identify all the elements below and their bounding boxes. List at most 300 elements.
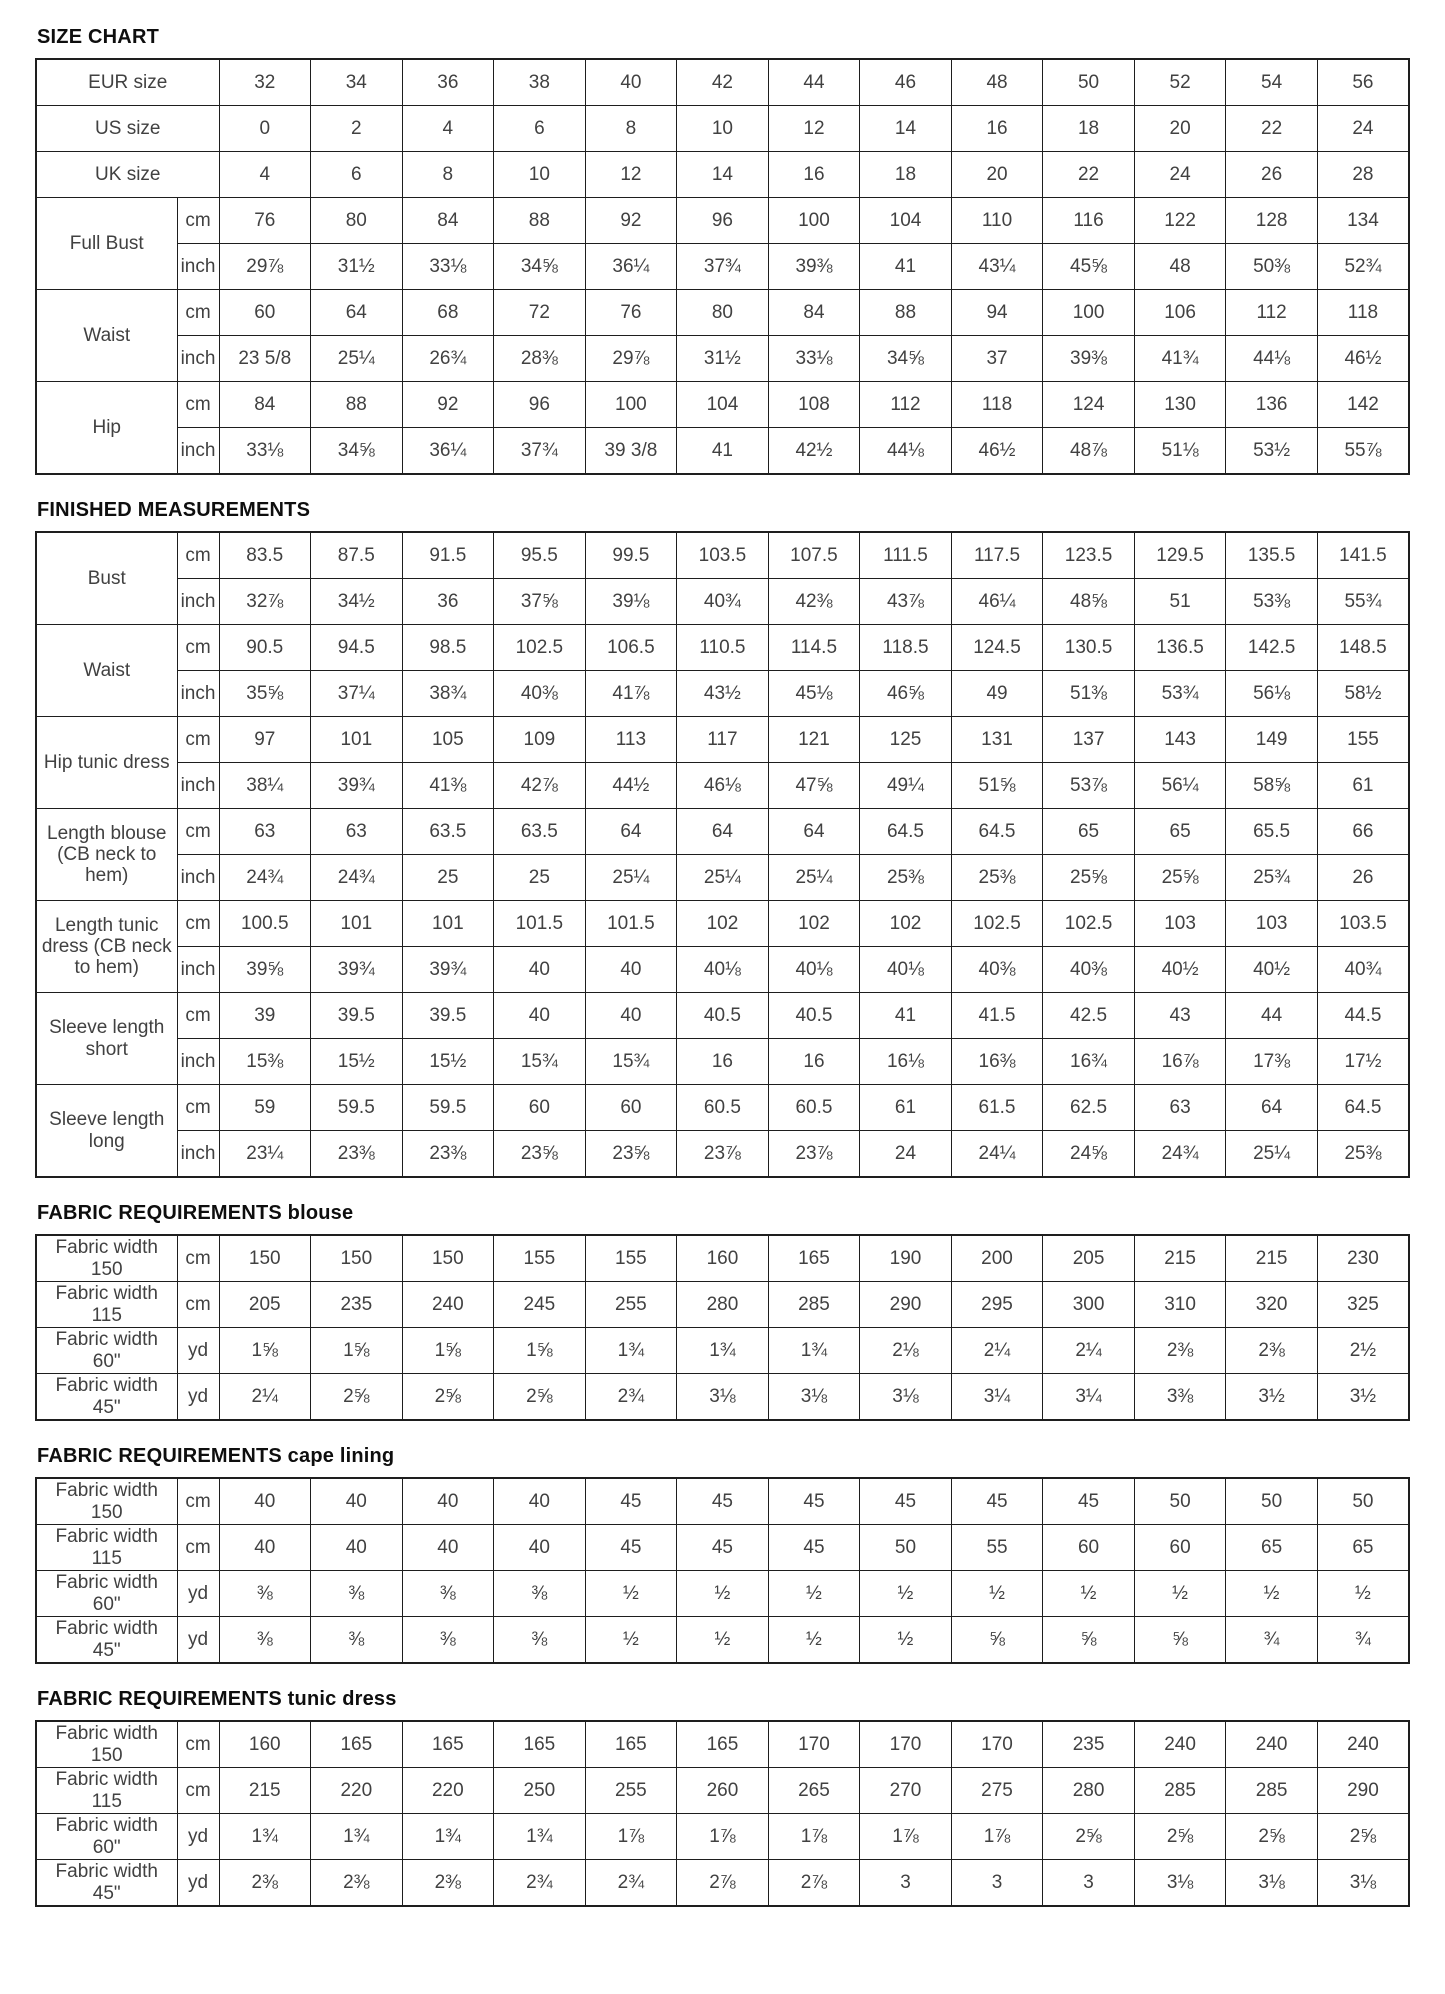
value-cell: 135.5 <box>1226 532 1318 579</box>
value-cell: 88 <box>860 290 952 336</box>
value-cell: 280 <box>1043 1768 1135 1814</box>
unit-cell: cm <box>177 1282 219 1328</box>
value-cell: 148.5 <box>1317 625 1409 671</box>
value-cell: 51⅜ <box>1043 671 1135 717</box>
value-cell: 2⅝ <box>402 1374 494 1421</box>
value-cell: 121 <box>768 717 860 763</box>
value-cell: 240 <box>1317 1721 1409 1768</box>
value-cell: 40 <box>494 1478 586 1525</box>
value-cell: 129.5 <box>1134 532 1226 579</box>
value-cell: 45 <box>677 1478 769 1525</box>
unit-cell: inch <box>177 671 219 717</box>
value-cell: 63 <box>219 809 311 855</box>
value-cell: 39.5 <box>311 993 403 1039</box>
value-cell: 160 <box>219 1721 311 1768</box>
value-cell: 2⅜ <box>1226 1328 1318 1374</box>
value-cell: 45 <box>585 1478 677 1525</box>
value-cell: 15⅜ <box>219 1039 311 1085</box>
value-cell: 23⅜ <box>402 1131 494 1178</box>
value-cell: 220 <box>402 1768 494 1814</box>
value-cell: 100 <box>1043 290 1135 336</box>
value-cell: 3 <box>1043 1860 1135 1907</box>
value-cell: 250 <box>494 1768 586 1814</box>
value-cell: 1¾ <box>768 1328 860 1374</box>
value-cell: 18 <box>860 152 952 198</box>
value-cell: 285 <box>1226 1768 1318 1814</box>
value-cell: 37¾ <box>494 428 586 475</box>
value-cell: ½ <box>677 1571 769 1617</box>
row-label-cell: Fabric width 60" <box>36 1814 177 1860</box>
unit-cell: cm <box>177 290 219 336</box>
value-cell: 1⅞ <box>860 1814 952 1860</box>
table-row <box>36 1478 1409 1525</box>
value-cell: 170 <box>768 1721 860 1768</box>
value-cell: 1⅞ <box>585 1814 677 1860</box>
value-cell: 106.5 <box>585 625 677 671</box>
value-cell: 215 <box>1134 1235 1226 1282</box>
value-cell: 88 <box>311 382 403 428</box>
value-cell: 2⅝ <box>1043 1814 1135 1860</box>
value-cell: 23⅜ <box>311 1131 403 1178</box>
value-cell: 42⅜ <box>768 579 860 625</box>
value-cell: 255 <box>585 1768 677 1814</box>
unit-cell: inch <box>177 1131 219 1178</box>
table-row <box>36 1282 1409 1328</box>
fabric-tunic-dress-heading: FABRIC REQUIREMENTS tunic dress <box>37 1688 397 1710</box>
value-cell: 43¼ <box>951 244 1043 290</box>
value-cell: 26 <box>1226 152 1318 198</box>
value-cell: 16⅛ <box>860 1039 952 1085</box>
value-cell: 103.5 <box>1317 901 1409 947</box>
unit-cell: cm <box>177 717 219 763</box>
value-cell: 3⅛ <box>1226 1860 1318 1907</box>
value-cell: 3½ <box>1317 1374 1409 1421</box>
value-cell: 107.5 <box>768 532 860 579</box>
value-cell: 16 <box>677 1039 769 1085</box>
value-cell: 37 <box>951 336 1043 382</box>
fabric-tunic-dress-table <box>35 1720 1410 1907</box>
value-cell: 102.5 <box>1043 901 1135 947</box>
value-cell: 130 <box>1134 382 1226 428</box>
value-cell: 2⅜ <box>1134 1328 1226 1374</box>
size-chart-tbody <box>36 59 1409 474</box>
value-cell: 37⅝ <box>494 579 586 625</box>
value-cell: 25¼ <box>677 855 769 901</box>
value-cell: 24 <box>1134 152 1226 198</box>
table-row <box>36 428 1409 475</box>
value-cell: 3 <box>951 1860 1043 1907</box>
row-label-cell: Sleeve length short <box>36 993 177 1085</box>
value-cell: 36¼ <box>402 428 494 475</box>
value-cell: 290 <box>860 1282 952 1328</box>
fabric-cape-lining-table <box>35 1477 1410 1664</box>
value-cell: 25⅜ <box>1317 1131 1409 1178</box>
finished-measurements-tbody <box>36 532 1409 1177</box>
value-cell: 52 <box>1134 59 1226 106</box>
table-row <box>36 198 1409 244</box>
value-cell: 53¾ <box>1134 671 1226 717</box>
value-cell: 40 <box>585 993 677 1039</box>
value-cell: 255 <box>585 1282 677 1328</box>
value-cell: 32⅞ <box>219 579 311 625</box>
value-cell: 25⅝ <box>1043 855 1135 901</box>
value-cell: 61 <box>1317 763 1409 809</box>
value-cell: 235 <box>311 1282 403 1328</box>
value-cell: 240 <box>402 1282 494 1328</box>
table-row <box>36 993 1409 1039</box>
value-cell: 40 <box>494 947 586 993</box>
value-cell: 45 <box>768 1478 860 1525</box>
table-row <box>36 809 1409 855</box>
unit-cell: yd <box>177 1571 219 1617</box>
value-cell: 16⅞ <box>1134 1039 1226 1085</box>
value-cell: 40⅛ <box>768 947 860 993</box>
value-cell: 42 <box>677 59 769 106</box>
value-cell: 285 <box>1134 1768 1226 1814</box>
value-cell: 105 <box>402 717 494 763</box>
value-cell: 40 <box>311 1525 403 1571</box>
value-cell: 141.5 <box>1317 532 1409 579</box>
value-cell: 1¾ <box>219 1814 311 1860</box>
value-cell: 142 <box>1317 382 1409 428</box>
value-cell: 2½ <box>1317 1328 1409 1374</box>
value-cell: 41¾ <box>1134 336 1226 382</box>
value-cell: 150 <box>402 1235 494 1282</box>
value-cell: 23 5/8 <box>219 336 311 382</box>
value-cell: 275 <box>951 1768 1043 1814</box>
unit-cell: inch <box>177 1039 219 1085</box>
value-cell: 35⅝ <box>219 671 311 717</box>
value-cell: 44⅛ <box>1226 336 1318 382</box>
value-cell: 59.5 <box>402 1085 494 1131</box>
value-cell: 40 <box>585 59 677 106</box>
value-cell: 165 <box>585 1721 677 1768</box>
value-cell: ¾ <box>1226 1617 1318 1664</box>
value-cell: 108 <box>768 382 860 428</box>
value-cell: 40⅜ <box>1043 947 1135 993</box>
value-cell: 38¾ <box>402 671 494 717</box>
value-cell: ⅝ <box>1043 1617 1135 1664</box>
row-label-cell: Fabric width 115 <box>36 1282 177 1328</box>
value-cell: 60 <box>1043 1525 1135 1571</box>
value-cell: 50 <box>1317 1478 1409 1525</box>
value-cell: ½ <box>677 1617 769 1664</box>
value-cell: 40¾ <box>1317 947 1409 993</box>
value-cell: 41⅞ <box>585 671 677 717</box>
value-cell: 28 <box>1317 152 1409 198</box>
value-cell: 66 <box>1317 809 1409 855</box>
value-cell: 15¾ <box>585 1039 677 1085</box>
table-row <box>36 290 1409 336</box>
value-cell: 118.5 <box>860 625 952 671</box>
value-cell: 3⅛ <box>860 1374 952 1421</box>
value-cell: 64 <box>585 809 677 855</box>
row-label-cell: Hip tunic dress <box>36 717 177 809</box>
value-cell: 22 <box>1043 152 1135 198</box>
value-cell: 150 <box>219 1235 311 1282</box>
value-cell: 24 <box>1317 106 1409 152</box>
value-cell: 190 <box>860 1235 952 1282</box>
value-cell: 270 <box>860 1768 952 1814</box>
value-cell: 65 <box>1317 1525 1409 1571</box>
value-cell: 20 <box>1134 106 1226 152</box>
value-cell: 128 <box>1226 198 1318 244</box>
value-cell: ½ <box>1134 1571 1226 1617</box>
value-cell: 23⅞ <box>768 1131 860 1178</box>
unit-cell: cm <box>177 625 219 671</box>
value-cell: 170 <box>951 1721 1043 1768</box>
row-label-cell: Fabric width 150 <box>36 1478 177 1525</box>
unit-cell: cm <box>177 532 219 579</box>
unit-cell: yd <box>177 1374 219 1421</box>
table-row <box>36 1328 1409 1374</box>
value-cell: ½ <box>1226 1571 1318 1617</box>
value-cell: 137 <box>1043 717 1135 763</box>
unit-cell: inch <box>177 855 219 901</box>
value-cell: 103.5 <box>677 532 769 579</box>
table-row <box>36 1768 1409 1814</box>
value-cell: 118 <box>1317 290 1409 336</box>
fabric-blouse-table <box>35 1234 1410 1421</box>
value-cell: 155 <box>494 1235 586 1282</box>
value-cell: 143 <box>1134 717 1226 763</box>
value-cell: 2⅝ <box>311 1374 403 1421</box>
value-cell: 16 <box>768 1039 860 1085</box>
value-cell: 10 <box>677 106 769 152</box>
value-cell: 1⅝ <box>311 1328 403 1374</box>
value-cell: 44 <box>768 59 860 106</box>
value-cell: 15½ <box>311 1039 403 1085</box>
value-cell: 41 <box>677 428 769 475</box>
value-cell: 136 <box>1226 382 1318 428</box>
table-row <box>36 947 1409 993</box>
value-cell: 2⅝ <box>1317 1814 1409 1860</box>
value-cell: 25¾ <box>1226 855 1318 901</box>
value-cell: 320 <box>1226 1282 1318 1328</box>
fabric-cape-lining-tbody <box>36 1478 1409 1663</box>
value-cell: 16 <box>768 152 860 198</box>
value-cell: 118 <box>951 382 1043 428</box>
value-cell: 45 <box>677 1525 769 1571</box>
value-cell: 72 <box>494 290 586 336</box>
unit-cell: yd <box>177 1328 219 1374</box>
value-cell: 46¼ <box>951 579 1043 625</box>
value-cell: 40 <box>494 993 586 1039</box>
value-cell: 41 <box>860 993 952 1039</box>
value-cell: 25⅜ <box>951 855 1043 901</box>
value-cell: 54 <box>1226 59 1318 106</box>
value-cell: 12 <box>585 152 677 198</box>
value-cell: 1⅞ <box>951 1814 1043 1860</box>
value-cell: 50 <box>860 1525 952 1571</box>
value-cell: 46½ <box>951 428 1043 475</box>
value-cell: 24¾ <box>1134 1131 1226 1178</box>
value-cell: 44½ <box>585 763 677 809</box>
value-cell: 112 <box>1226 290 1318 336</box>
value-cell: 51⅛ <box>1134 428 1226 475</box>
value-cell: ⅜ <box>311 1617 403 1664</box>
value-cell: 48 <box>1134 244 1226 290</box>
value-cell: 14 <box>860 106 952 152</box>
row-label-cell: Bust <box>36 532 177 625</box>
value-cell: 17⅜ <box>1226 1039 1318 1085</box>
value-cell: 102 <box>677 901 769 947</box>
value-cell: 100 <box>585 382 677 428</box>
value-cell: 76 <box>219 198 311 244</box>
value-cell: 34⅝ <box>860 336 952 382</box>
value-cell: 16 <box>951 106 1043 152</box>
value-cell: 16¾ <box>1043 1039 1135 1085</box>
value-cell: 110.5 <box>677 625 769 671</box>
value-cell: 49¼ <box>860 763 952 809</box>
value-cell: 1⅞ <box>677 1814 769 1860</box>
value-cell: 1⅝ <box>494 1328 586 1374</box>
value-cell: 58½ <box>1317 671 1409 717</box>
value-cell: 34 <box>311 59 403 106</box>
value-cell: 96 <box>677 198 769 244</box>
value-cell: ⅜ <box>402 1617 494 1664</box>
value-cell: 62.5 <box>1043 1085 1135 1131</box>
value-cell: 103 <box>1226 901 1318 947</box>
size-chart-heading: SIZE CHART <box>37 26 159 48</box>
value-cell: 109 <box>494 717 586 763</box>
value-cell: 104 <box>860 198 952 244</box>
value-cell: 15¾ <box>494 1039 586 1085</box>
value-cell: ⅜ <box>219 1617 311 1664</box>
value-cell: 46½ <box>1317 336 1409 382</box>
value-cell: 64.5 <box>951 809 1043 855</box>
value-cell: 64.5 <box>860 809 952 855</box>
value-cell: 39⅝ <box>219 947 311 993</box>
value-cell: 92 <box>402 382 494 428</box>
value-cell: 39⅛ <box>585 579 677 625</box>
value-cell: 56 <box>1317 59 1409 106</box>
value-cell: 25⅝ <box>1134 855 1226 901</box>
table-row <box>36 625 1409 671</box>
value-cell: 55 <box>951 1525 1043 1571</box>
value-cell: 117 <box>677 717 769 763</box>
value-cell: 34⅝ <box>494 244 586 290</box>
value-cell: ¾ <box>1317 1617 1409 1664</box>
value-cell: 88 <box>494 198 586 244</box>
value-cell: 50 <box>1134 1478 1226 1525</box>
value-cell: 235 <box>1043 1721 1135 1768</box>
value-cell: 96 <box>494 382 586 428</box>
value-cell: 265 <box>768 1768 860 1814</box>
value-cell: 52¾ <box>1317 244 1409 290</box>
unit-cell: inch <box>177 244 219 290</box>
unit-cell: cm <box>177 1768 219 1814</box>
value-cell: 29⅞ <box>585 336 677 382</box>
row-label-cell: Fabric width 60" <box>36 1571 177 1617</box>
value-cell: 25¼ <box>768 855 860 901</box>
value-cell: 16⅜ <box>951 1039 1043 1085</box>
value-cell: 3 <box>860 1860 952 1907</box>
value-cell: 53⅞ <box>1043 763 1135 809</box>
value-cell: 63 <box>311 809 403 855</box>
value-cell: 31½ <box>677 336 769 382</box>
value-cell: 260 <box>677 1768 769 1814</box>
value-cell: 116 <box>1043 198 1135 244</box>
value-cell: 240 <box>1134 1721 1226 1768</box>
value-cell: 230 <box>1317 1235 1409 1282</box>
table-row <box>36 1860 1409 1907</box>
table-row <box>36 1374 1409 1421</box>
value-cell: ½ <box>860 1571 952 1617</box>
value-cell: 39¾ <box>311 947 403 993</box>
value-cell: ½ <box>585 1617 677 1664</box>
row-label-cell: Hip <box>36 382 177 475</box>
value-cell: 59.5 <box>311 1085 403 1131</box>
value-cell: 42½ <box>768 428 860 475</box>
value-cell: 64.5 <box>1317 1085 1409 1131</box>
value-cell: 290 <box>1317 1768 1409 1814</box>
row-label-cell: Fabric width 150 <box>36 1235 177 1282</box>
value-cell: 44⅛ <box>860 428 952 475</box>
value-cell: 33⅛ <box>768 336 860 382</box>
value-cell: 49 <box>951 671 1043 717</box>
value-cell: 2⅜ <box>219 1860 311 1907</box>
value-cell: 4 <box>402 106 494 152</box>
value-cell: 60 <box>585 1085 677 1131</box>
value-cell: 23⅝ <box>585 1131 677 1178</box>
value-cell: 31½ <box>311 244 403 290</box>
row-label-cell: Waist <box>36 625 177 717</box>
value-cell: 64 <box>768 809 860 855</box>
value-cell: ⅜ <box>311 1571 403 1617</box>
value-cell: 60.5 <box>677 1085 769 1131</box>
value-cell: 50 <box>1226 1478 1318 1525</box>
table-row <box>36 106 1409 152</box>
table-row <box>36 579 1409 625</box>
value-cell: 64 <box>677 809 769 855</box>
value-cell: 45⅝ <box>1043 244 1135 290</box>
value-cell: 165 <box>677 1721 769 1768</box>
value-cell: 18 <box>1043 106 1135 152</box>
table-row <box>36 1617 1409 1664</box>
value-cell: 134 <box>1317 198 1409 244</box>
value-cell: 2¼ <box>951 1328 1043 1374</box>
unit-cell: cm <box>177 809 219 855</box>
value-cell: 39.5 <box>402 993 494 1039</box>
value-cell: 40 <box>219 1525 311 1571</box>
value-cell: 24 <box>860 1131 952 1178</box>
row-label-cell: Fabric width 150 <box>36 1721 177 1768</box>
value-cell: 92 <box>585 198 677 244</box>
value-cell: 25¼ <box>1226 1131 1318 1178</box>
value-cell: ½ <box>1043 1571 1135 1617</box>
value-cell: 45 <box>1043 1478 1135 1525</box>
value-cell: 40 <box>494 1525 586 1571</box>
value-cell: 99.5 <box>585 532 677 579</box>
value-cell: 61.5 <box>951 1085 1043 1131</box>
value-cell: 101.5 <box>585 901 677 947</box>
unit-cell: cm <box>177 1235 219 1282</box>
value-cell: 3¼ <box>951 1374 1043 1421</box>
value-cell: 205 <box>1043 1235 1135 1282</box>
value-cell: 46 <box>860 59 952 106</box>
row-label-cell: Fabric width 60" <box>36 1328 177 1374</box>
value-cell: 123.5 <box>1043 532 1135 579</box>
row-label-cell: Length blouse (CB neck to hem) <box>36 809 177 901</box>
value-cell: 117.5 <box>951 532 1043 579</box>
value-cell: 23⅝ <box>494 1131 586 1178</box>
value-cell: 20 <box>951 152 1043 198</box>
value-cell: 39⅜ <box>1043 336 1135 382</box>
value-cell: 205 <box>219 1282 311 1328</box>
value-cell: ⅜ <box>494 1617 586 1664</box>
value-cell: 84 <box>219 382 311 428</box>
